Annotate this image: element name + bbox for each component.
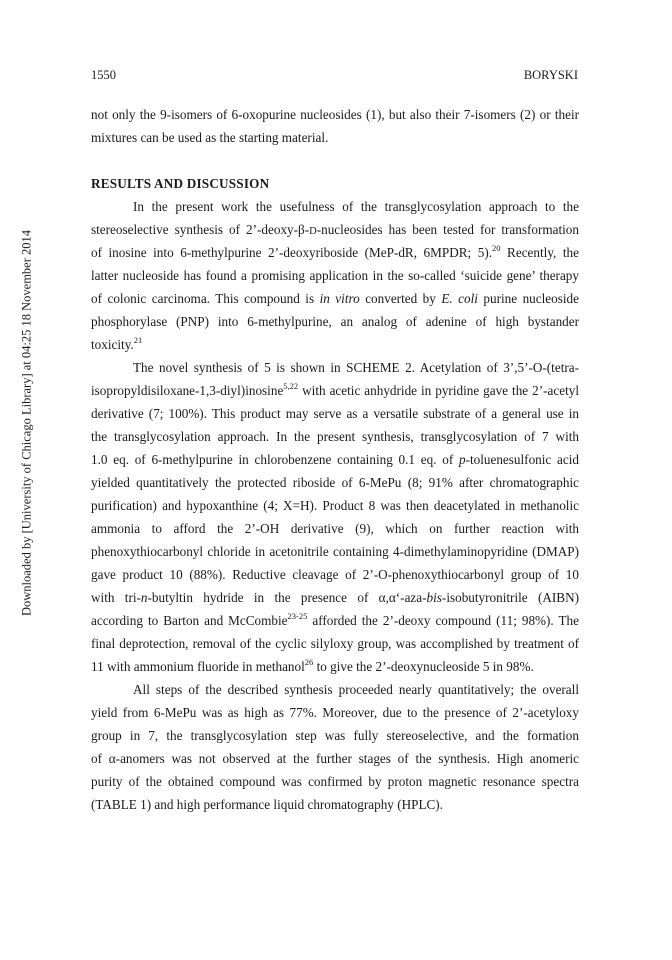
text-line: group in 7, the transglycosylation step was fully stereoselective, and the formation bbox=[91, 728, 579, 743]
text-line: derivative (7; 100%). This product may serve as a versatile substrate of a general use in bbox=[91, 406, 579, 421]
text-line: stereoselective synthesis of 2’-deoxy-β-D-nucleosides has been tested for transformation bbox=[91, 222, 579, 237]
text-line: not only the 9-isomers of 6-oxopurine nucleosides (1), but also their 7-isomers (2) or their bbox=[91, 107, 579, 122]
text-line: isopropyldisiloxane-1,3-diyl)inosine$^{5,22}$ with acetic anhydride in pyridine gave the 2’-acetyl bbox=[91, 381, 579, 398]
text-line: In the present work the usefulness of the transglycosylation approach to the bbox=[133, 199, 579, 214]
text-line: purification) and hypoxanthine (4; X=H). Product 8 was then deacetylated in methanolic bbox=[91, 498, 579, 513]
text-line: purity of the obtained compound was confirmed by proton magnetic resonance spectra bbox=[91, 774, 579, 789]
text-line: toxicity.$^{21}$ bbox=[91, 335, 143, 352]
text-line: 1.0 eq. of 6-methylpurine in chlorobenzene containing 0.1 eq. of p-toluenesulfonic acid bbox=[91, 452, 579, 467]
text-line: of colonic carcinoma. This compound is in vitro converted by E. coli purine nucleoside bbox=[91, 291, 579, 306]
article-body bbox=[91, 103, 579, 816]
running-header bbox=[91, 68, 578, 86]
page-number: 1550 bbox=[91, 68, 116, 82]
text-line: (TABLE 1) and high performance liquid chromatography (HPLC). bbox=[91, 797, 443, 812]
text-line: according to Barton and McCombie$^{23-25}$ afforded the 2’-deoxy compound (11; 98%). The bbox=[91, 611, 579, 628]
text-line: phenoxythiocarbonyl chloride in acetonitrile containing 4-dimethylaminopyridine (DMAP) bbox=[91, 544, 579, 559]
text-line: latter nucleoside has found a promising application in the so-called ‘suicide gene’ therapy bbox=[91, 268, 579, 283]
text-line: yielded quantitatively the protected riboside of 6-MePu (8; 91% after chromatographic bbox=[91, 475, 579, 490]
download-watermark-text: Downloaded by [University of Chicago Library] at 04:25 18 November 2014 bbox=[19, 229, 34, 616]
text-line: of α-anomers was not observed at the further stages of the synthesis. High anomeric bbox=[91, 751, 579, 766]
text-line: phosphorylase (PNP) into 6-methylpurine, an analog of adenine of high bystander bbox=[91, 314, 579, 329]
text-line: the transglycosylation approach. In the present synthesis, transglycosylation of 7 with bbox=[91, 429, 579, 444]
text-line: with tri-n-butyltin hydride in the presence of α,α‘-aza-bis-isobutyronitrile (AIBN) bbox=[91, 590, 579, 605]
download-watermark bbox=[20, 225, 34, 620]
text-line: final deprotection, removal of the cyclic silyloxy group, was accomplished by treatment of bbox=[91, 636, 579, 651]
section-heading: RESULTS AND DISCUSSION bbox=[91, 176, 270, 191]
text-line: 11 with ammonium fluoride in methanol$^{26}$ to give the 2’-deoxynucleoside 5 in 98%. bbox=[91, 657, 534, 674]
text-line: ammonia to afford the 2’-OH derivative (9), which on further reaction with bbox=[91, 521, 579, 536]
text-line: All steps of the described synthesis proceeded nearly quantitatively; the overall bbox=[133, 682, 579, 697]
running-author: BORYSKI bbox=[523, 68, 578, 82]
text-line: gave product 10 (88%). Reductive cleavage of 2’-O-phenoxythiocarbonyl group of 10 bbox=[91, 567, 579, 582]
text-line: yield from 6-MePu was as high as 77%. Moreover, due to the presence of 2’-acetyloxy bbox=[91, 705, 579, 720]
text-line: The novel synthesis of 5 is shown in SCHEME 2. Acetylation of 3’,5’-O-(tetra- bbox=[133, 360, 579, 375]
text-line: mixtures can be used as the starting material. bbox=[91, 130, 329, 145]
text-line: of inosine into 6-methylpurine 2’-deoxyriboside (MeP-dR, 6MPDR; 5).$^{20}$ Recently, the bbox=[91, 243, 579, 260]
